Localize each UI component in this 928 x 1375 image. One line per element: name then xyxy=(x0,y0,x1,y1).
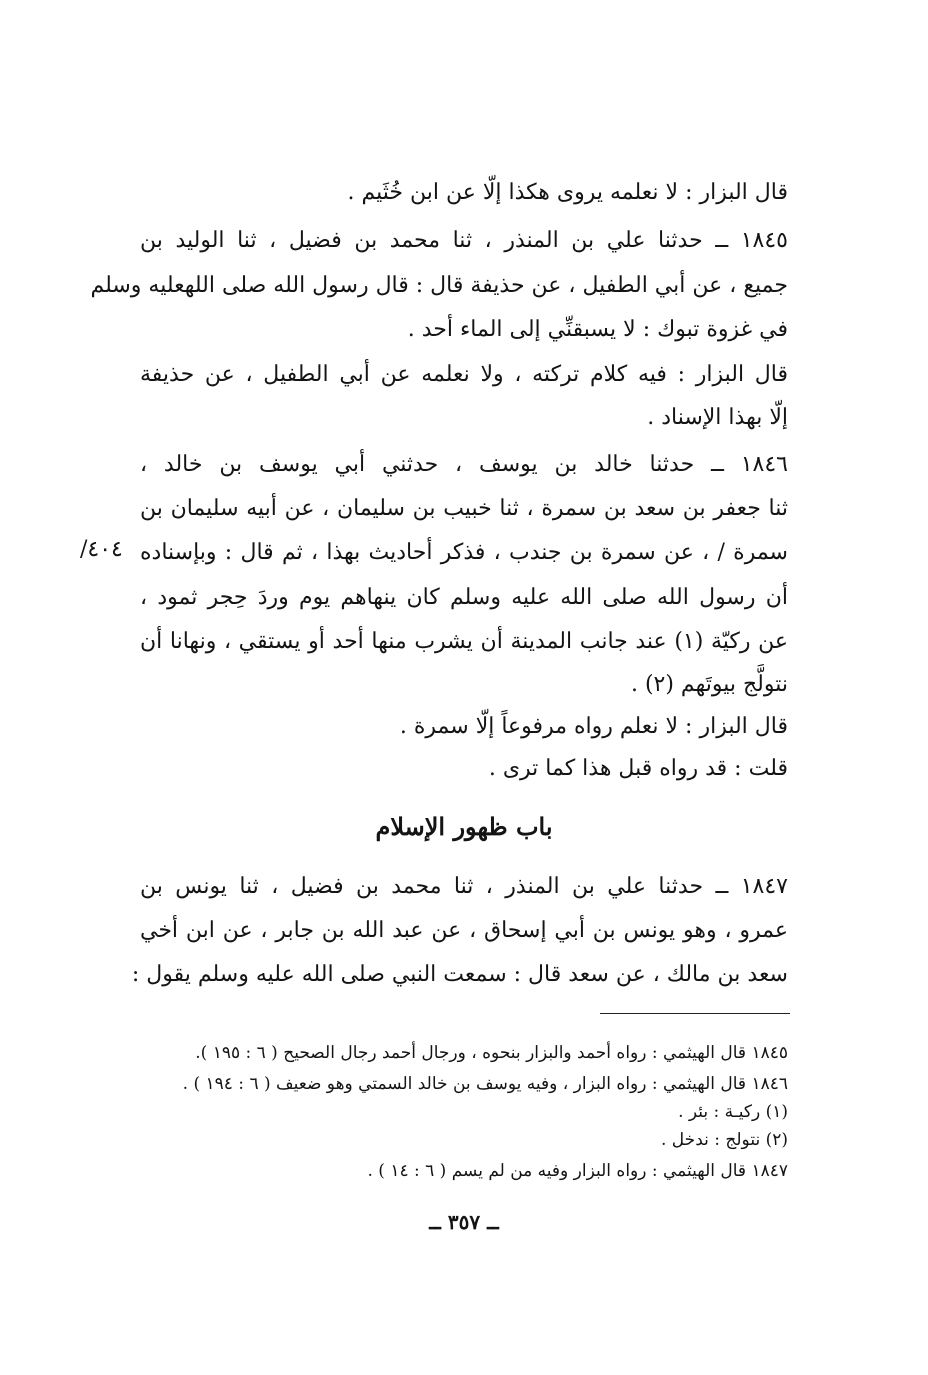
footnote: (٢) نتولج : ندخل . xyxy=(661,1130,788,1150)
text-line: قال البزار : لا نعلمه يروى هكذا إلّا عن ابن خُثَيم . xyxy=(347,180,788,205)
text-line: قال البزار : لا نعلم رواه مرفوعاً إلّا سمرة . xyxy=(399,714,788,739)
footnote-divider xyxy=(600,1013,790,1014)
text-line: نتولَّج بيوتَهم (٢) . xyxy=(630,672,788,697)
text-line: سعد بن مالك ، عن سعد قال : سمعت النبي صلى الله عليه وسلم يقول : xyxy=(131,962,788,987)
footnote: ١٨٤٦ قال الهيثمي : رواه البزار ، وفيه يوسف بن خالد السمتي وهو ضعيف ( ٦ : ١٩٤ ) . xyxy=(182,1074,788,1094)
section-heading: باب ظهور الإسلام xyxy=(375,812,553,841)
text-line: سمرة / ، عن سمرة بن جندب ، فذكر أحاديث بهذا ، ثم قال : وبإسناده xyxy=(140,540,788,565)
margin-page-reference: /٤٠٤ xyxy=(80,537,123,562)
text-line: قلت : قد رواه قبل هذا كما ترى . xyxy=(488,756,788,781)
text-line: قال البزار : فيه كلام تركته ، ولا نعلمه عن أبي الطفيل ، عن حذيفة xyxy=(140,362,788,387)
footnote: (١) ركيـة : بئر . xyxy=(678,1102,788,1122)
footnote: ١٨٤٧ قال الهيثمي : رواه البزار وفيه من لم يسم ( ٦ : ١٤ ) . xyxy=(367,1161,788,1181)
text-line: في غزوة تبوك : لا يسبقنِّي إلى الماء أحد . xyxy=(407,317,788,342)
text-line: أن رسول الله صلى الله عليه وسلم كان ينهاهم يوم وردَ حِجر ثمود ، xyxy=(140,585,788,610)
text-line: جميع ، عن أبي الطفيل ، عن حذيفة قال : قال رسول الله صلى اللهعليه وسلم xyxy=(90,273,788,298)
page-number: ــ ٣٥٧ ــ xyxy=(429,1210,499,1234)
text-line: إلّا بهذا الإسناد . xyxy=(647,405,788,430)
footnote: ١٨٤٥ قال الهيثمي : رواه أحمد والبزار بنحوه ، ورجال أحمد رجال الصحيح ( ٦ : ١٩٥ ). xyxy=(195,1043,788,1063)
text-line: ١٨٤٥ ــ حدثنا علي بن المنذر ، ثنا محمد بن فضيل ، ثنا الوليد بن xyxy=(140,228,788,253)
text-line: عن ركيّة (١) عند جانب المدينة أن يشرب منها أحد أو يستقي ، ونهانا أن xyxy=(140,629,788,654)
text-line: ١٨٤٦ ــ حدثنا خالد بن يوسف ، حدثني أبي يوسف بن خالد ، xyxy=(140,452,788,477)
text-line: ثنا جعفر بن سعد بن سمرة ، ثنا خبيب بن سليمان ، عن أبيه سليمان بن xyxy=(140,496,788,521)
text-line: ١٨٤٧ ــ حدثنا علي بن المنذر ، ثنا محمد بن فضيل ، ثنا يونس بن xyxy=(140,874,788,899)
text-line: عمرو ، وهو يونس بن أبي إسحاق ، عن عبد الله بن جابر ، عن ابن أخي xyxy=(140,918,788,943)
